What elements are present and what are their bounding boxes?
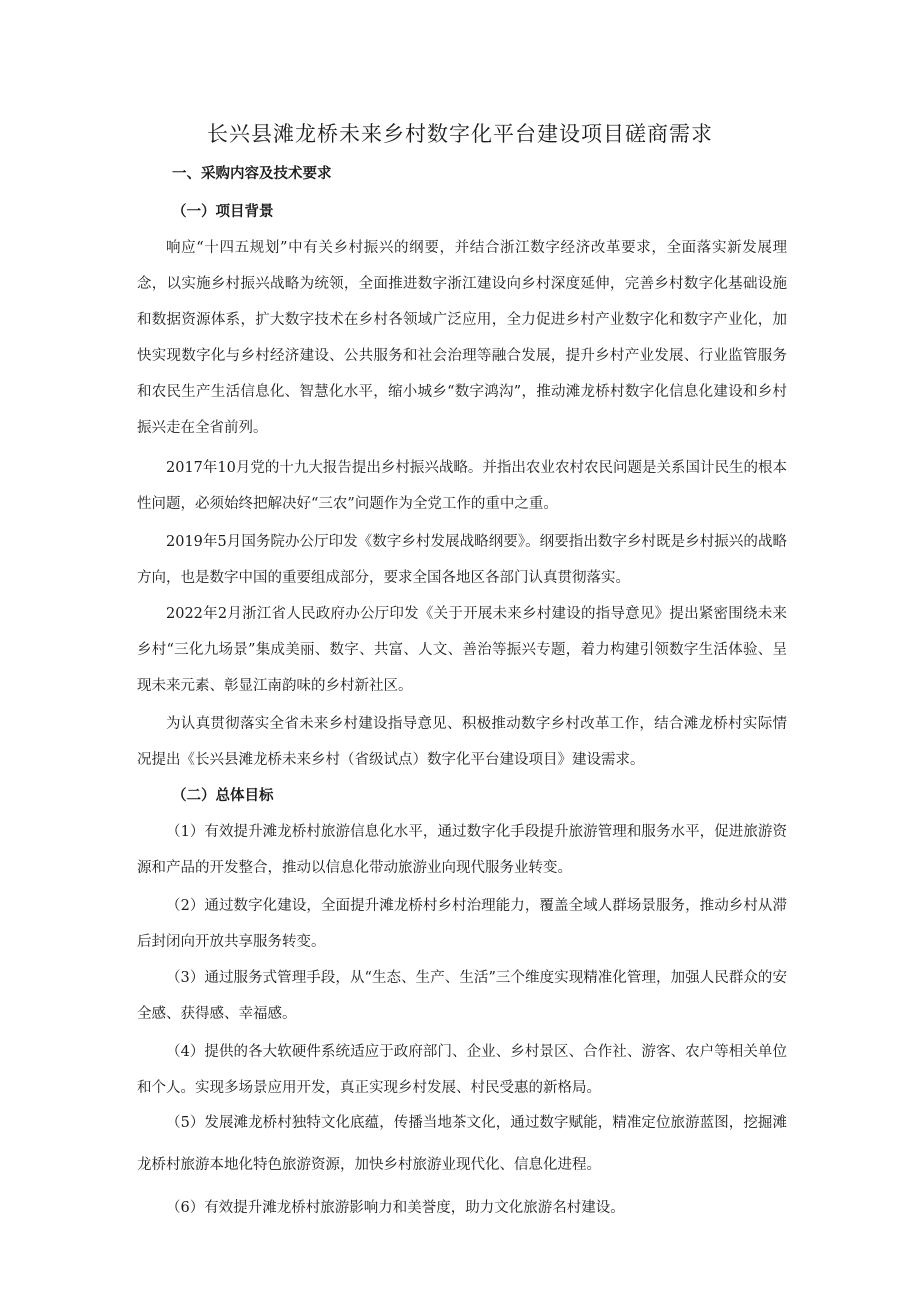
subsection-heading-background: （一）项目背景 xyxy=(172,204,274,220)
goal-paragraph: （3）通过服务式管理手段，从“生态、生产、生活”三个维度实现精准化管理，加强人民群众的安全感、获得感、幸福感。 xyxy=(137,970,787,1022)
goal-paragraph: （5）发展滩龙桥村独特文化底蕴，传播当地茶文化，通过数字赋能，精准定位旅游蓝图，挖掘滩龙桥村旅游本地化特色旅游资源，加快乡村旅游业现代化、信息化进程。 xyxy=(137,1115,787,1173)
background-paragraph: 响应“十四五规划”中有关乡村振兴的纲要，并结合浙江数字经济改革要求，全面落实新发展理念，以实施乡村振兴战略为统领，全面推进数字浙江建设向乡村深度延伸，完善乡村数字化基础设施和数据资源体系，扩大数字技术在乡村各领域广泛应用，全力促进乡村产业数字化和数字产业化，加快实现数字化与乡村经济建设、公共服务和社会治理等融合发展，提升乡村产业发展、行业监管服务和农民生产生活信息化、智慧化水平，缩小城乡“数字鸿沟”，推动滩龙桥村数字化信息化建设和乡村振兴走在全省前列。 xyxy=(137,240,787,436)
goal-paragraph: （2）通过数字化建设，全面提升滩龙桥村乡村治理能力，覆盖全域人群场景服务，推动乡村从滞后封闭向开放共享服务转变。 xyxy=(137,898,787,950)
subsection-heading-goals: （二）总体目标 xyxy=(172,788,274,804)
goal-paragraph: （6）有效提升滩龙桥村旅游影响力和美誉度，助力文化旅游名村建设。 xyxy=(166,1200,625,1216)
background-paragraph: 2022年2月浙江省人民政府办公厅印发《关于开展未来乡村建设的指导意见》提出紧密围绕未来乡村“三化九场景”集成美丽、数字、共富、人文、善治等振兴专题，着力构建引领数字生活体验、呈现未来元素、彰显江南韵味的乡村新社区。 xyxy=(137,606,787,694)
background-paragraph: 为认真贯彻落实全省未来乡村建设指导意见、积极推动数字乡村改革工作，结合滩龙桥村实际情况提出《长兴县滩龙桥未来乡村（省级试点）数字化平台建设项目》建设需求。 xyxy=(137,716,787,768)
section-heading-procurement: 一、采购内容及技术要求 xyxy=(172,166,332,182)
goal-paragraph: （4）提供的各大软硬件系统适应于政府部门、企业、乡村景区、合作社、游客、农户等相关单位和个人。实现多场景应用开发，真正实现乡村发展、村民受惠的新格局。 xyxy=(137,1044,787,1096)
background-paragraph: 2019年5月国务院办公厅印发《数字乡村发展战略纲要》。纲要指出数字乡村既是乡村振兴的战略方向，也是数字中国的重要组成部分，要求全国各地区各部门认真贯彻落实。 xyxy=(137,534,787,586)
document-title: 长兴县滩龙桥未来乡村数字化平台建设项目磋商需求 xyxy=(207,122,713,146)
background-paragraph: 2017年10月党的十九大报告提出乡村振兴战略。并指出农业农村农民问题是关系国计民生的根本性问题，必须始终把解决好“三农”问题作为全党工作的重中之重。 xyxy=(137,460,787,512)
goal-paragraph: （1）有效提升滩龙桥村旅游信息化水平，通过数字化手段提升旅游管理和服务水平，促进旅游资源和产品的开发整合，推动以信息化带动旅游业向现代服务业转变。 xyxy=(137,824,787,876)
